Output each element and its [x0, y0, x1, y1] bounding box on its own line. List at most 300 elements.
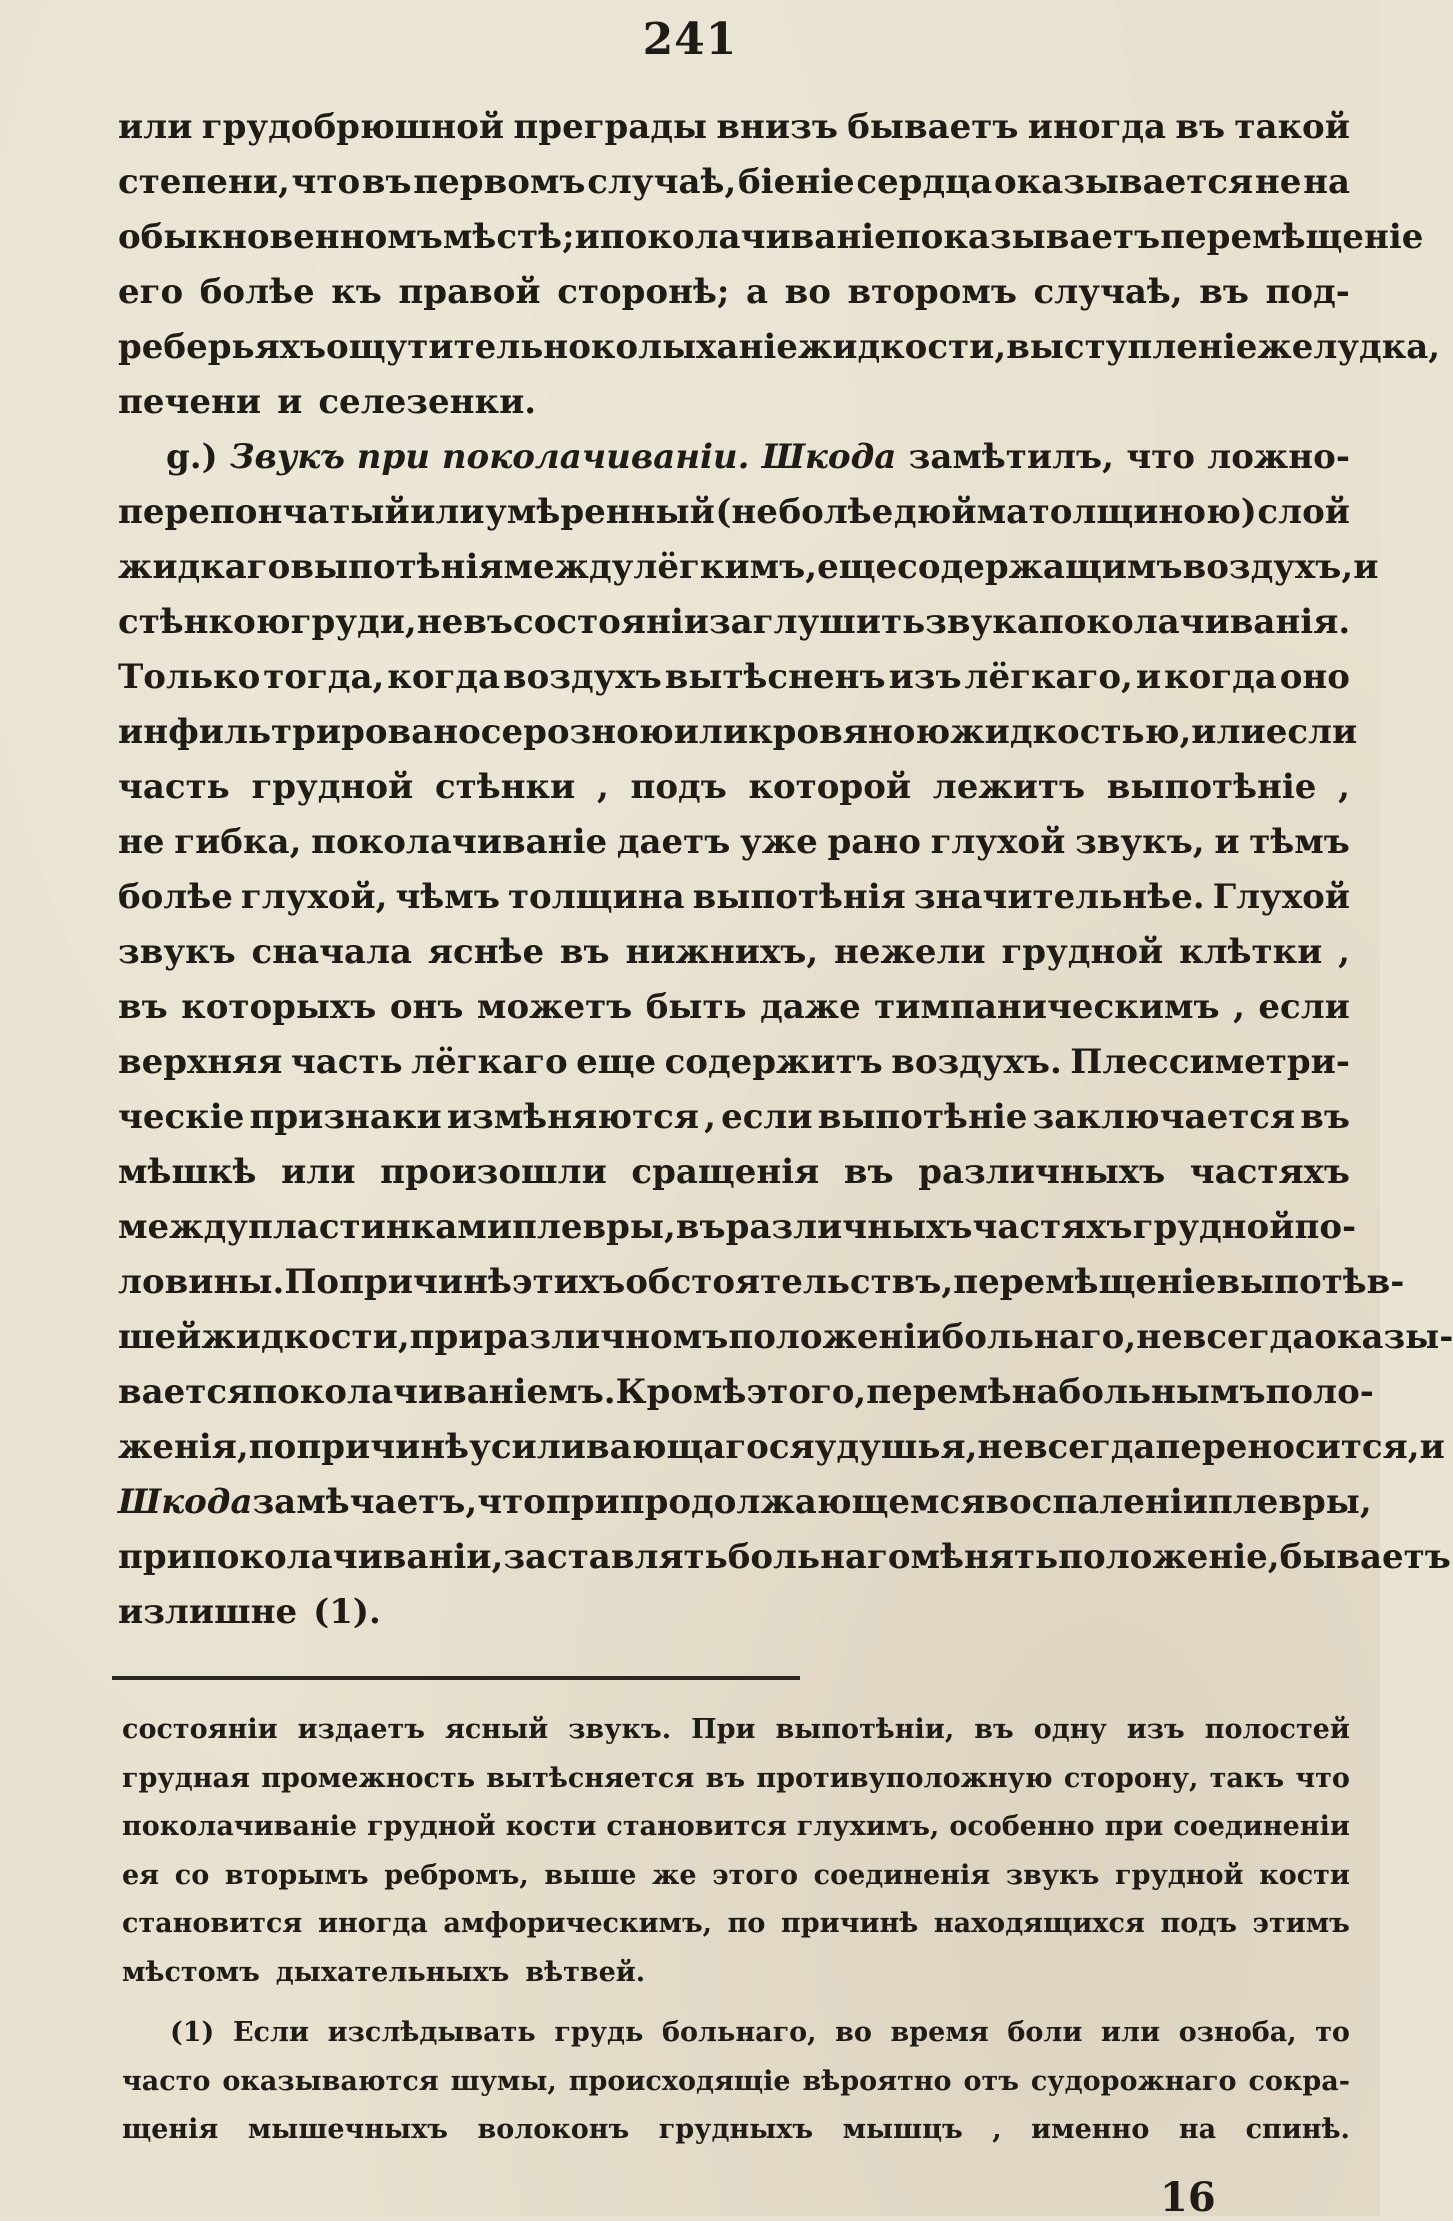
word: когда [387, 657, 501, 697]
footnote-line [122, 1755, 1350, 1804]
word: всегда [1023, 1427, 1156, 1467]
word: еще [817, 547, 898, 587]
word: различныхъ [725, 1207, 973, 1247]
word: рано [827, 822, 921, 862]
word: оно [1279, 657, 1350, 697]
word: выпотѣніе [817, 1097, 1028, 1137]
word: онъ [389, 987, 464, 1027]
word: перемѣна [866, 1372, 1059, 1412]
word: волоконъ [477, 2114, 630, 2145]
word: становится [122, 1908, 303, 1939]
word: звукъ [1005, 1859, 1100, 1891]
word: вѣтвей. [525, 1956, 646, 1988]
word: степени, [118, 162, 290, 202]
page-number: 241 [642, 14, 738, 65]
word: произошли [380, 1152, 607, 1192]
word: выпотѣв- [1216, 1262, 1405, 1302]
word: въ [118, 987, 168, 1027]
word: часть [290, 1042, 403, 1082]
word: въ [1175, 107, 1226, 147]
word: грудной [251, 767, 414, 807]
word: нежели [833, 932, 986, 972]
word: грудныхъ [658, 2114, 814, 2145]
word: воздухъ, [1182, 547, 1354, 587]
word: именно [1031, 2114, 1150, 2145]
footnote-line [122, 2106, 1350, 2155]
text-line [118, 430, 1350, 485]
word: причинѣ [296, 1427, 470, 1467]
word: Шкода [118, 1482, 253, 1522]
word: въ [463, 602, 513, 642]
word: измѣняются [446, 1097, 699, 1137]
word: значительнѣе. [913, 877, 1205, 917]
text-line [118, 650, 1350, 705]
word: спинѣ. [1245, 2114, 1350, 2145]
word: частяхъ [972, 1207, 1133, 1247]
word: перепончатый [118, 492, 410, 532]
word: или [1191, 712, 1266, 752]
word: подъ [1160, 1908, 1237, 1939]
word: этого, [746, 1372, 867, 1412]
word: если [1258, 987, 1350, 1027]
footnote-separator-rule [112, 1676, 800, 1680]
text-line [118, 870, 1350, 925]
word: даже [760, 987, 861, 1027]
word: преграды [513, 107, 708, 147]
word: выступленіе [1006, 327, 1258, 367]
word: ребромъ, [384, 1859, 529, 1891]
word: показываетъ [895, 217, 1161, 257]
word: болѣе [118, 877, 233, 917]
word: мѣнять [910, 1537, 1059, 1577]
text-line [118, 375, 1350, 430]
word: умѣренный [485, 492, 715, 532]
word: груди, [290, 602, 417, 642]
word: нижнихъ, [625, 932, 819, 972]
word: воздухъ [503, 657, 662, 697]
word: заставлять [503, 1537, 728, 1577]
word: грудной [367, 1811, 496, 1842]
word: сращенія [631, 1152, 820, 1192]
word: Только [118, 657, 261, 697]
word: мѣстѣ; [442, 217, 575, 257]
word: содержитъ [664, 1042, 883, 1082]
word: а [746, 272, 769, 312]
word: и [1353, 547, 1379, 587]
word: или [673, 712, 749, 752]
word: мышцъ [842, 2114, 963, 2145]
word: (не [715, 492, 778, 532]
text-line [118, 1530, 1451, 1585]
word: гибка, [174, 822, 302, 862]
word: глухимъ, [796, 1811, 940, 1842]
text-line [118, 815, 1350, 870]
word: оказываются [222, 2065, 439, 2097]
footnote-line [122, 1852, 1350, 1901]
word: же [652, 1859, 697, 1891]
word: g.) [166, 437, 218, 477]
word: въ [1300, 1097, 1350, 1137]
word: Шкода [761, 437, 897, 477]
word: соединенія [813, 1859, 991, 1891]
word: стѣнки [434, 767, 576, 807]
word: не [1136, 1317, 1183, 1357]
word: между [118, 1207, 248, 1247]
word: его [118, 272, 184, 312]
word: со [174, 1859, 210, 1891]
word: вытѣсненъ [664, 657, 886, 697]
word: звукъ [118, 932, 236, 972]
word: чѣмъ [395, 877, 500, 917]
word: если [721, 1097, 813, 1137]
word: продолжающемся [619, 1482, 986, 1522]
word: положеніи [728, 1317, 942, 1357]
word: глухой, [240, 877, 388, 917]
word: вается [118, 1372, 253, 1412]
word: дыхательныхъ [275, 1956, 510, 1988]
word: жидкаго [118, 547, 291, 587]
word: находящихся [933, 1908, 1145, 1939]
word: не [416, 602, 464, 642]
text-line [118, 980, 1350, 1035]
text-line [118, 1420, 1445, 1475]
word: изслѣдывать [327, 2017, 536, 2048]
word: бываетъ [1279, 1537, 1451, 1577]
word: боли [1007, 2017, 1083, 2048]
text-line [118, 1255, 1405, 1310]
word: всегда [1182, 1317, 1315, 1357]
word: на [1303, 162, 1350, 202]
word: , [1338, 932, 1350, 972]
word: замѣтилъ, [908, 437, 1114, 477]
text-line [118, 595, 1350, 650]
footnote-line [122, 2009, 1350, 2058]
word: что [477, 1482, 546, 1522]
word: серозною [480, 712, 674, 752]
word: поколачиванія. [1038, 602, 1351, 642]
word: сторону, [1063, 1762, 1199, 1794]
word: ея [122, 1859, 160, 1891]
word: , [704, 1097, 716, 1137]
word: во [835, 2017, 872, 2048]
word: яснѣе [427, 932, 545, 972]
word: особенно [949, 1811, 1095, 1842]
word: происходящіе [568, 2065, 791, 2097]
word: клѣтки [1179, 932, 1323, 972]
word: издаетъ [297, 1714, 425, 1745]
word: лёгкимъ, [633, 547, 818, 587]
text-line [118, 1035, 1350, 1090]
word: состояніи [513, 602, 709, 642]
word: судорожнаго [1030, 2065, 1237, 2097]
word: поколачиваніе [122, 1811, 358, 1842]
word: даетъ [616, 822, 731, 862]
word: , [596, 767, 609, 807]
word: во [784, 272, 831, 312]
word: не [118, 822, 165, 862]
word: такъ [1209, 1762, 1285, 1794]
word: или [1101, 2017, 1161, 2048]
word: если [1265, 712, 1358, 752]
text-line [118, 1475, 1372, 1530]
printer-signature-mark: 16 [1160, 2174, 1216, 2221]
word: замѣчаетъ, [252, 1482, 478, 1522]
word: грудной [1001, 932, 1164, 972]
footnote-line [122, 1949, 1350, 1998]
word: первомъ [413, 162, 586, 202]
word: шумы, [450, 2065, 557, 2097]
word: вытѣсняется [486, 1762, 695, 1794]
word: женія, [118, 1427, 249, 1467]
word: селезенки. [318, 382, 537, 422]
word: сначала [251, 932, 413, 972]
word: выпотѣнія [290, 547, 504, 587]
word: ложно- [1207, 437, 1350, 477]
word: по- [1294, 1207, 1357, 1247]
word: грудь [554, 2017, 644, 2048]
word: заключается [1032, 1097, 1296, 1137]
word: выше [544, 1859, 637, 1891]
word: Если [232, 2017, 310, 2048]
word: которой [748, 767, 912, 807]
word: причинѣ [339, 1262, 512, 1302]
word: усиливающагося [469, 1427, 815, 1467]
word: поколачиваніи, [191, 1537, 504, 1577]
text-line [118, 925, 1350, 980]
word: звукъ. [568, 1714, 672, 1745]
word: сторонѣ; [557, 272, 730, 312]
word: переносится, [1155, 1427, 1420, 1467]
word: верхняя [118, 1042, 283, 1082]
word: толщиною) [1028, 492, 1257, 532]
word: этого [712, 1859, 798, 1891]
word: больнаго, [941, 1317, 1137, 1357]
word: грудобрюшной [201, 107, 505, 147]
word: мышечныхъ [247, 2114, 448, 2145]
word: соединеніи [1173, 1811, 1350, 1842]
word: оказывается [993, 162, 1254, 202]
word: то [1315, 2017, 1350, 2048]
word: и [574, 217, 600, 257]
word: озноба, [1178, 2017, 1297, 2048]
word: воздухъ. [891, 1042, 1062, 1082]
word: которыхъ [181, 987, 377, 1027]
word: дюйма [893, 492, 1029, 532]
word: ощутительно [326, 327, 591, 367]
word: положеніе, [1058, 1537, 1280, 1577]
word: въ [361, 162, 412, 202]
word: случаѣ, [587, 162, 737, 202]
word: грудная [122, 1762, 250, 1794]
word: сокра- [1248, 2065, 1350, 2097]
word: признаки [249, 1097, 442, 1137]
word: болѣе [199, 272, 315, 312]
word: инфильтрировано [118, 712, 481, 752]
word: (1) [170, 2017, 215, 2048]
word: щенія [122, 2114, 219, 2145]
word: уже [740, 822, 818, 862]
word: что [1126, 437, 1195, 477]
word: на [1178, 2114, 1217, 2145]
footnote-continuation [122, 1706, 1350, 1997]
word: реберьяхъ [118, 327, 327, 367]
word: иногда [1027, 107, 1167, 147]
word: воспаленіи [985, 1482, 1208, 1522]
word: При [691, 1714, 756, 1745]
word: не [1254, 162, 1302, 202]
word: частяхъ [1189, 1152, 1350, 1192]
word: лежитъ [932, 767, 1086, 807]
word: больнаго, [661, 2017, 817, 2048]
word: одну [1033, 1714, 1107, 1745]
word: Глухой [1212, 877, 1350, 917]
word: тимпаническимъ [874, 987, 1220, 1027]
word: кости [505, 1811, 597, 1842]
word: излишне [118, 1592, 298, 1632]
footnote-line [122, 2058, 1350, 2107]
word: причинѣ [781, 1908, 919, 1939]
word: (1). [313, 1592, 381, 1632]
word: и [1419, 1427, 1445, 1467]
footnotes-block [122, 1706, 1350, 2155]
word: быть [645, 987, 747, 1027]
word: въ [705, 1762, 746, 1794]
word: желудка, [1257, 327, 1441, 367]
word: не [977, 1427, 1024, 1467]
word: бываетъ [847, 107, 1019, 147]
word: ческіе [118, 1097, 245, 1137]
word: выпотѣніе [1106, 767, 1317, 807]
text-line [118, 540, 1379, 595]
word: глухой [930, 822, 1066, 862]
word: въ [559, 932, 610, 972]
word: въ [974, 1714, 1014, 1745]
word: при [545, 1482, 620, 1522]
word: или [410, 492, 485, 532]
word: звука [925, 602, 1039, 642]
word: отъ [963, 2065, 1019, 2097]
word: изъ [888, 657, 962, 697]
word: этихъ [511, 1262, 626, 1302]
word: обыкновенномъ [118, 217, 443, 257]
word: изъ [1126, 1714, 1185, 1745]
word: правой [398, 272, 541, 312]
word: перемѣщеніе [953, 1262, 1217, 1302]
text-line [118, 1365, 1374, 1420]
word: лёгкаго, [964, 657, 1133, 697]
word: время [890, 2017, 989, 2048]
word: вѣроятно [802, 2065, 952, 2097]
word: обстоятельствъ, [625, 1262, 954, 1302]
word: печени [118, 382, 262, 422]
word: вторымъ [224, 1859, 369, 1891]
word: въ [843, 1152, 894, 1192]
word: Звукъ при поколачиваніи. [230, 437, 750, 477]
word: поло- [1265, 1372, 1374, 1412]
word: и [1135, 657, 1162, 697]
word: въ [675, 1207, 726, 1247]
word: поколачиваніемъ. [252, 1372, 616, 1412]
word: противуположную [756, 1762, 1053, 1794]
text-line [118, 1310, 1453, 1365]
word: заглушить [708, 602, 926, 642]
word: звукъ, [1075, 822, 1205, 862]
word: между [503, 547, 634, 587]
word: шей [118, 1317, 202, 1357]
word: полостей [1204, 1714, 1350, 1745]
word: лёгкаго [411, 1042, 568, 1082]
footnote-line [122, 1900, 1350, 1949]
word: часто [122, 2065, 211, 2097]
word: еще [576, 1042, 657, 1082]
footnote-line [122, 1706, 1350, 1755]
word: поколачиваніе [599, 217, 896, 257]
word: тогда, [263, 657, 385, 697]
text-line [118, 1090, 1350, 1145]
text-line [118, 210, 1424, 265]
word: при [118, 1537, 192, 1577]
word: больнымъ [1058, 1372, 1266, 1412]
word: толщина [507, 877, 685, 917]
word: амфорическимъ, [443, 1908, 713, 1939]
text-line [118, 100, 1350, 155]
text-line [118, 1200, 1357, 1255]
word: при [1104, 1811, 1164, 1842]
word: слой [1257, 492, 1350, 532]
word: Плессиметри- [1070, 1042, 1350, 1082]
word: часть [118, 767, 230, 807]
word: поколачиваніе [311, 822, 608, 862]
word: внизъ [716, 107, 838, 147]
footnote-1 [122, 2009, 1350, 2155]
word: къ [331, 272, 382, 312]
word: плевры, [512, 1207, 676, 1247]
word: случаѣ, [1033, 272, 1183, 312]
word: ловины. [118, 1262, 285, 1302]
word: удушья, [814, 1427, 978, 1467]
word: колыханіе [590, 327, 798, 367]
word: под- [1265, 272, 1350, 312]
word: въ [1199, 272, 1249, 312]
word: становится [606, 1811, 787, 1842]
word: можетъ [476, 987, 633, 1027]
word: ясный [444, 1714, 549, 1745]
word: грудной [1115, 1859, 1244, 1891]
word: выпотѣніи, [775, 1714, 955, 1745]
text-line [118, 760, 1350, 815]
word: или [281, 1152, 356, 1192]
word: когда [1164, 657, 1277, 697]
text-line [118, 155, 1350, 210]
word: біеніе [737, 162, 855, 202]
word: пластинками [247, 1207, 513, 1247]
word: кости [1259, 1859, 1350, 1891]
word: такой [1234, 107, 1350, 147]
word: и [1214, 822, 1240, 862]
word: стѣнкою [118, 602, 291, 642]
word: жидкости, [797, 327, 1007, 367]
word: и [277, 382, 303, 422]
word: по [727, 1908, 766, 1939]
word: по [248, 1427, 297, 1467]
footnote-line [122, 1803, 1350, 1852]
text-line [118, 265, 1350, 320]
text-line [118, 1585, 1350, 1640]
word: что [1295, 1762, 1350, 1794]
word: мѣшкѣ [118, 1152, 257, 1192]
word: жидкостью, [950, 712, 1192, 752]
word: при [409, 1317, 484, 1357]
